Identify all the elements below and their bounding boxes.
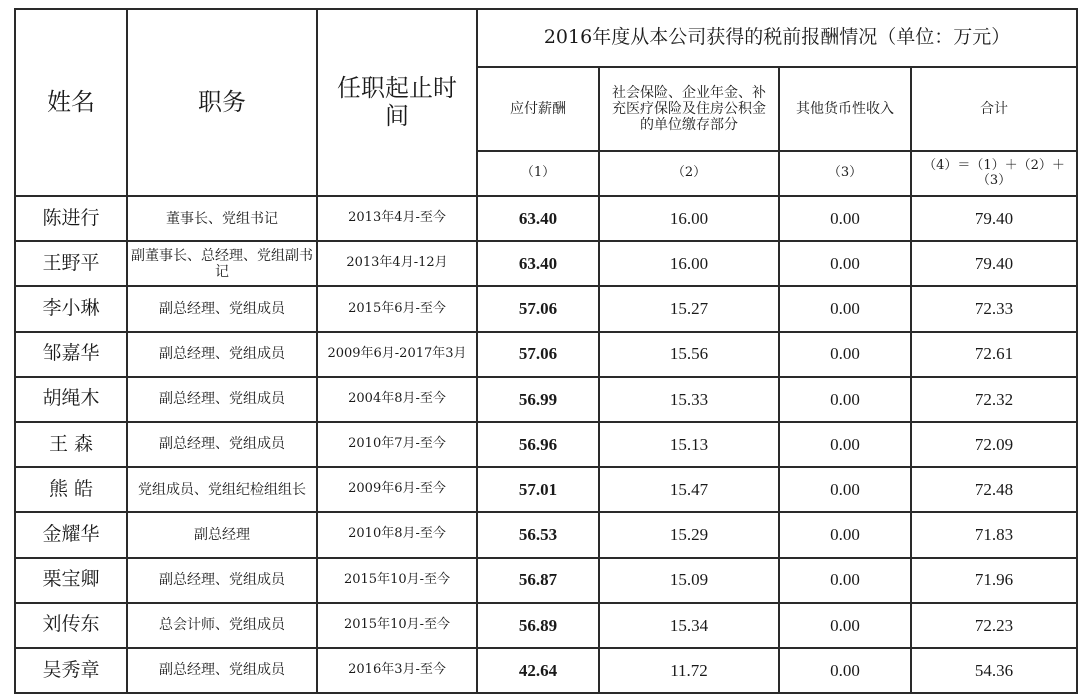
cell-insurance: 15.29 xyxy=(599,512,779,557)
header-term: 任职起止时间 xyxy=(317,9,477,196)
cell-name: 陈进行 xyxy=(15,196,127,241)
cell-term: 2013年4月-12月 xyxy=(317,241,477,286)
cell-total: 72.32 xyxy=(911,377,1077,422)
cell-insurance: 15.13 xyxy=(599,422,779,467)
cell-salary: 57.06 xyxy=(477,332,599,377)
header-compensation-title: 2016年度从本公司获得的税前报酬情况（单位：万元） xyxy=(477,9,1077,67)
cell-position: 副总经理、党组成员 xyxy=(127,648,317,693)
cell-name: 刘传东 xyxy=(15,603,127,648)
table-row xyxy=(15,467,1077,512)
cell-salary: 63.40 xyxy=(477,196,599,241)
cell-position: 副总经理、党组成员 xyxy=(127,422,317,467)
cell-position: 副总经理、党组成员 xyxy=(127,377,317,422)
header-index-4: （4）＝（1）＋（2）＋（3） xyxy=(911,151,1077,196)
cell-total: 79.40 xyxy=(911,241,1077,286)
cell-insurance: 11.72 xyxy=(599,648,779,693)
cell-other: 0.00 xyxy=(779,467,911,512)
table-row xyxy=(15,558,1077,603)
cell-total: 71.83 xyxy=(911,512,1077,557)
table-row xyxy=(15,422,1077,467)
cell-total: 71.96 xyxy=(911,558,1077,603)
cell-salary: 63.40 xyxy=(477,241,599,286)
cell-other: 0.00 xyxy=(779,241,911,286)
cell-name: 李小琳 xyxy=(15,286,127,331)
cell-insurance: 15.33 xyxy=(599,377,779,422)
cell-total: 79.40 xyxy=(911,196,1077,241)
table-row xyxy=(15,332,1077,377)
cell-insurance: 15.27 xyxy=(599,286,779,331)
table-row xyxy=(15,512,1077,557)
cell-other: 0.00 xyxy=(779,648,911,693)
cell-name: 胡绳木 xyxy=(15,377,127,422)
cell-position: 党组成员、党组纪检组组长 xyxy=(127,467,317,512)
cell-salary: 56.87 xyxy=(477,558,599,603)
cell-total: 72.23 xyxy=(911,603,1077,648)
cell-total: 72.09 xyxy=(911,422,1077,467)
cell-name: 王野平 xyxy=(15,241,127,286)
table-row xyxy=(15,648,1077,693)
header-index-2: （2） xyxy=(599,151,779,196)
table-header xyxy=(15,9,1077,196)
cell-total: 54.36 xyxy=(911,648,1077,693)
cell-name: 吴秀章 xyxy=(15,648,127,693)
cell-position: 副总经理、党组成员 xyxy=(127,558,317,603)
header-position: 职务 xyxy=(127,9,317,196)
cell-term: 2010年7月-至今 xyxy=(317,422,477,467)
table-row xyxy=(15,603,1077,648)
header-name: 姓名 xyxy=(15,9,127,196)
header-index-3: （3） xyxy=(779,151,911,196)
header-col-other: 其他货币性收入 xyxy=(779,67,911,151)
cell-name: 栗宝卿 xyxy=(15,558,127,603)
cell-term: 2015年6月-至今 xyxy=(317,286,477,331)
cell-position: 总会计师、党组成员 xyxy=(127,603,317,648)
cell-position: 副总经理、党组成员 xyxy=(127,332,317,377)
cell-name: 王 森 xyxy=(15,422,127,467)
cell-insurance: 15.47 xyxy=(599,467,779,512)
cell-other: 0.00 xyxy=(779,286,911,331)
compensation-table xyxy=(14,8,1078,694)
cell-term: 2010年8月-至今 xyxy=(317,512,477,557)
cell-other: 0.00 xyxy=(779,377,911,422)
cell-term: 2009年6月-至今 xyxy=(317,467,477,512)
cell-name: 邹嘉华 xyxy=(15,332,127,377)
cell-term: 2015年10月-至今 xyxy=(317,603,477,648)
cell-salary: 56.89 xyxy=(477,603,599,648)
table-row xyxy=(15,286,1077,331)
cell-salary: 57.01 xyxy=(477,467,599,512)
cell-insurance: 15.56 xyxy=(599,332,779,377)
cell-insurance: 16.00 xyxy=(599,241,779,286)
cell-other: 0.00 xyxy=(779,332,911,377)
table-row xyxy=(15,241,1077,286)
cell-term: 2004年8月-至今 xyxy=(317,377,477,422)
cell-salary: 56.53 xyxy=(477,512,599,557)
cell-position: 副董事长、总经理、党组副书记 xyxy=(127,241,317,286)
header-col-total: 合计 xyxy=(911,67,1077,151)
cell-salary: 42.64 xyxy=(477,648,599,693)
table-row xyxy=(15,377,1077,422)
header-col-insurance: 社会保险、企业年金、补充医疗保险及住房公积金的单位缴存部分 xyxy=(599,67,779,151)
cell-term: 2009年6月-2017年3月 xyxy=(317,332,477,377)
cell-insurance: 16.00 xyxy=(599,196,779,241)
cell-total: 72.48 xyxy=(911,467,1077,512)
cell-term: 2013年4月-至今 xyxy=(317,196,477,241)
cell-total: 72.61 xyxy=(911,332,1077,377)
cell-name: 熊 皓 xyxy=(15,467,127,512)
cell-other: 0.00 xyxy=(779,512,911,557)
cell-salary: 56.96 xyxy=(477,422,599,467)
cell-other: 0.00 xyxy=(779,196,911,241)
cell-insurance: 15.34 xyxy=(599,603,779,648)
header-index-1: （1） xyxy=(477,151,599,196)
cell-position: 副总经理、党组成员 xyxy=(127,286,317,331)
cell-salary: 57.06 xyxy=(477,286,599,331)
table-row xyxy=(15,196,1077,241)
cell-term: 2016年3月-至今 xyxy=(317,648,477,693)
cell-name: 金耀华 xyxy=(15,512,127,557)
table-body xyxy=(15,196,1077,693)
cell-other: 0.00 xyxy=(779,603,911,648)
cell-other: 0.00 xyxy=(779,422,911,467)
cell-other: 0.00 xyxy=(779,558,911,603)
cell-term: 2015年10月-至今 xyxy=(317,558,477,603)
header-col-salary: 应付薪酬 xyxy=(477,67,599,151)
cell-salary: 56.99 xyxy=(477,377,599,422)
cell-insurance: 15.09 xyxy=(599,558,779,603)
cell-total: 72.33 xyxy=(911,286,1077,331)
cell-position: 董事长、党组书记 xyxy=(127,196,317,241)
cell-position: 副总经理 xyxy=(127,512,317,557)
